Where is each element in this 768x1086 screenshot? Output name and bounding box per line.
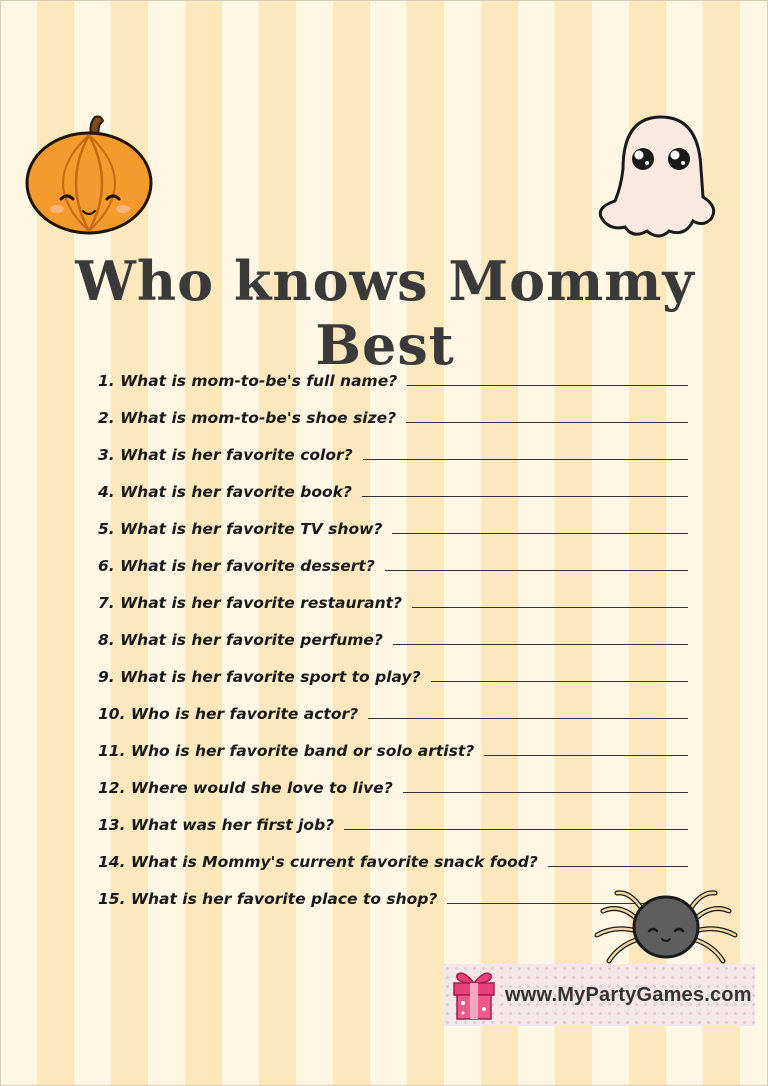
answer-line[interactable] (407, 385, 688, 386)
list-item (98, 472, 688, 509)
question-text: 1. What is mom-to-be's full name? (98, 372, 398, 390)
list-item (98, 546, 688, 583)
list-item (98, 694, 688, 731)
site-url[interactable]: www.MyPartyGames.com (505, 983, 752, 1006)
spider-icon (591, 881, 741, 971)
question-text: 6. What is her favorite dessert? (98, 557, 375, 575)
answer-line[interactable] (412, 607, 688, 608)
pumpkin-icon (23, 113, 155, 237)
question-text: 10. Who is her favorite actor? (98, 705, 359, 723)
list-item (98, 398, 688, 435)
list-item (98, 620, 688, 657)
question-text: 14. What is Mommy's current favorite snack food? (98, 853, 538, 871)
question-text: 5. What is her favorite TV show? (98, 520, 383, 538)
answer-line[interactable] (431, 681, 688, 682)
page-title: Who knows Mommy Best (75, 249, 695, 377)
list-item (98, 361, 688, 398)
answer-line[interactable] (403, 792, 688, 793)
answer-line[interactable] (362, 496, 688, 497)
question-text: 2. What is mom-to-be's shoe size? (98, 409, 397, 427)
answer-line[interactable] (368, 718, 688, 719)
question-text: 8. What is her favorite perfume? (98, 631, 383, 649)
ghost-icon (593, 109, 725, 245)
list-item (98, 805, 688, 842)
list-item (98, 657, 688, 694)
answer-line[interactable] (548, 866, 688, 867)
question-list (98, 361, 688, 916)
question-text: 15. What is her favorite place to shop? (98, 890, 438, 908)
list-item (98, 842, 688, 879)
list-item (98, 768, 688, 805)
answer-line[interactable] (385, 570, 688, 571)
list-item (98, 731, 688, 768)
site-banner (443, 964, 755, 1026)
question-text: 12. Where would she love to live? (98, 779, 393, 797)
answer-line[interactable] (406, 422, 688, 423)
question-text: 7. What is her favorite restaurant? (98, 594, 403, 612)
question-text: 11. Who is her favorite band or solo artist? (98, 742, 475, 760)
answer-line[interactable] (392, 533, 688, 534)
answer-line[interactable] (393, 644, 688, 645)
list-item (98, 583, 688, 620)
list-item (98, 509, 688, 546)
question-text: 9. What is her favorite sport to play? (98, 668, 421, 686)
question-text: 13. What was her first job? (98, 816, 335, 834)
gift-icon (451, 969, 497, 1021)
list-item (98, 435, 688, 472)
answer-line[interactable] (363, 459, 688, 460)
answer-line[interactable] (484, 755, 688, 756)
question-text: 3. What is her favorite color? (98, 446, 353, 464)
answer-line[interactable] (344, 829, 688, 830)
question-text: 4. What is her favorite book? (98, 483, 352, 501)
